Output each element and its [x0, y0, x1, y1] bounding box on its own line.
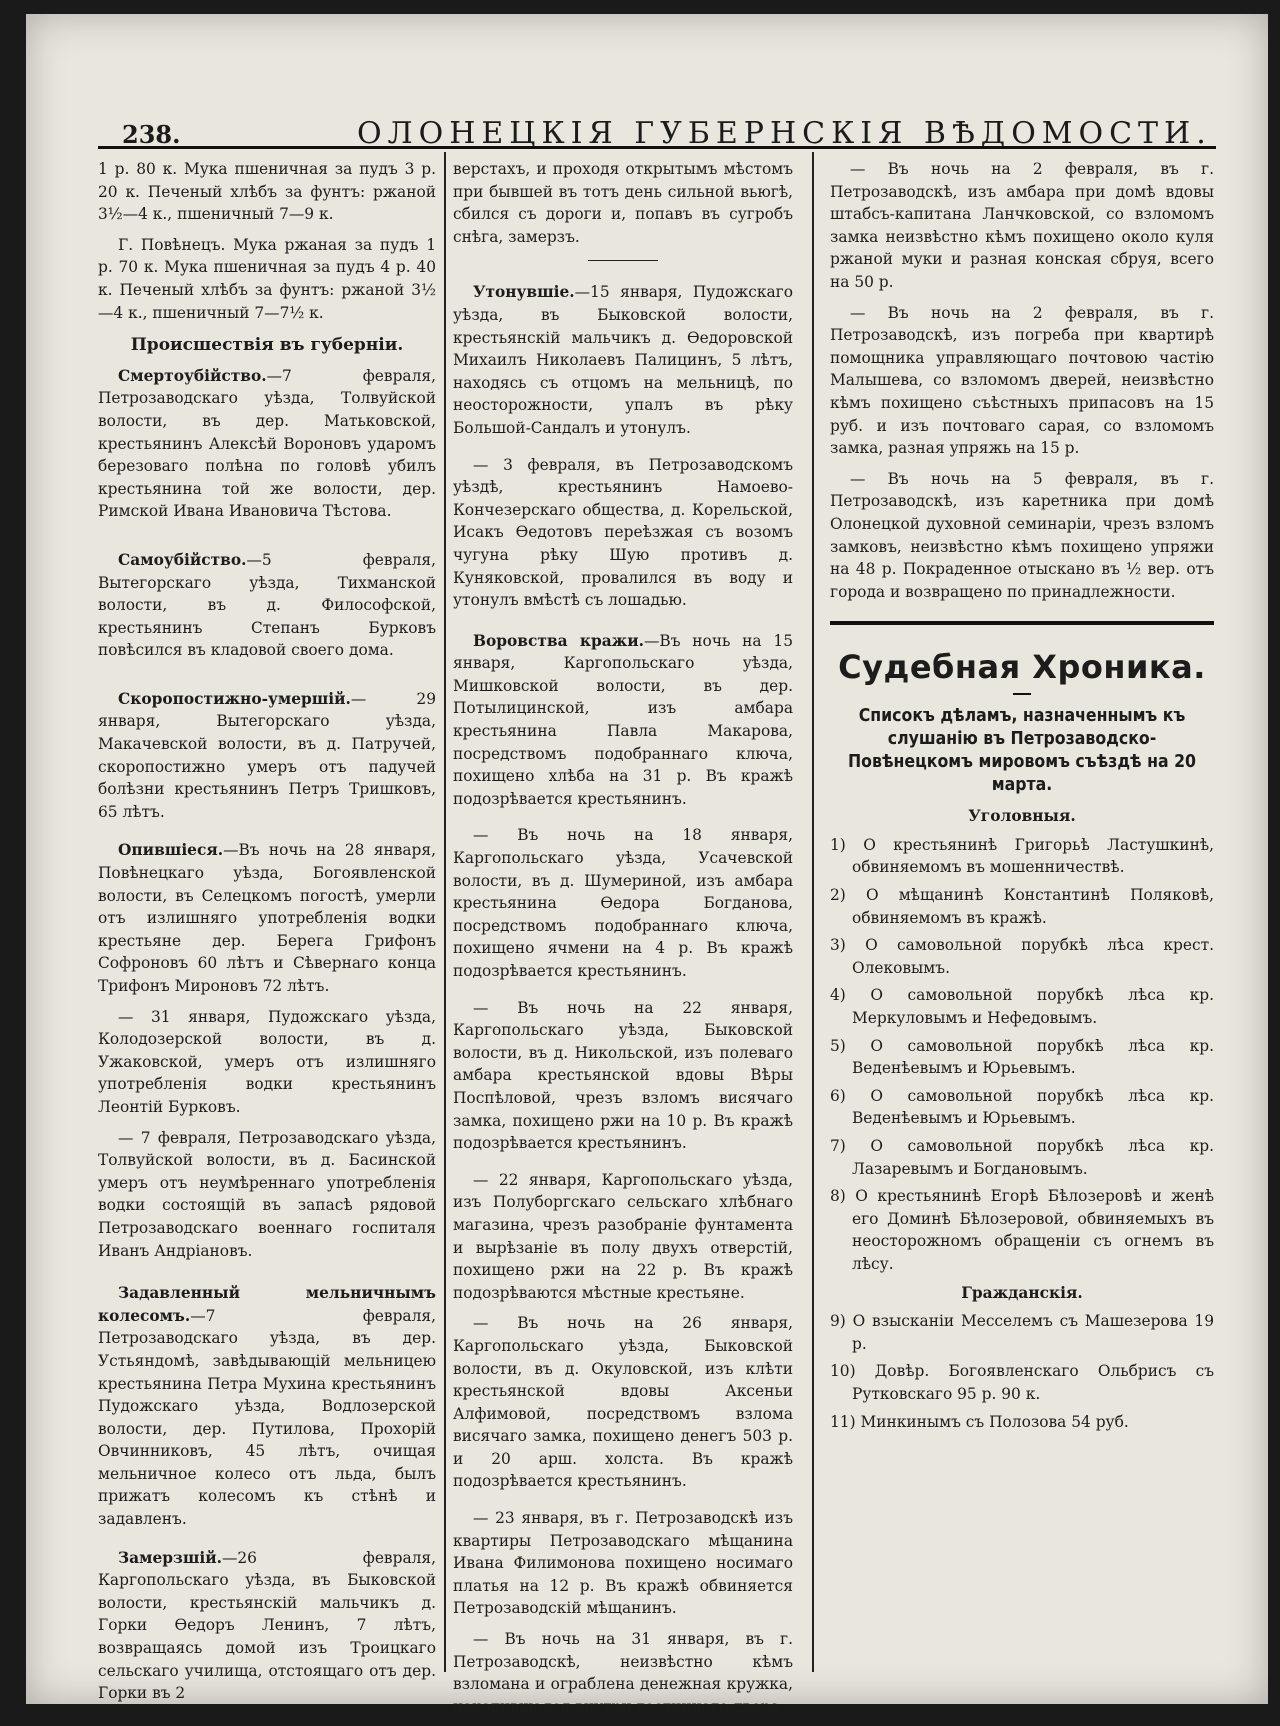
article-theft-2: — Въ ночь на 18 января, Каргопольскаго уѣзда, Усачевской волости, въ д. Шумериной, изъ амбара крестьянина Өедора Богданова, посредствомъ подобраннаго ключа, похищено ячмени на 4 р. Въ кражѣ подозрѣвается крестьянинъ. [453, 826, 793, 980]
article-title: Замерзшiй. [118, 1548, 222, 1567]
list-item: 8) О крестьянинѣ Егорѣ Бѣлозеровѣ и женѣ его Доминѣ Бѣлозеровой, обвиняемыхъ въ неосторожномъ обращенiи съ огнемъ въ лѣсу. [830, 1187, 1214, 1273]
page-number: 238. [122, 120, 181, 149]
article-frozen [98, 1547, 436, 1705]
article-theft-7: — Въ ночь на 31 января, въ г. Петрозаводскѣ, неизвѣстно кѣмъ взломана и ограблена денежная кружка, находившаяся внутри гостиннаго двора. [453, 1630, 793, 1716]
article-theft-9: — Въ ночь на 2 февраля, въ г. Петрозаводскѣ, изъ погреба при квартирѣ помощника управляющаго почтовою частiю Малышева, со взломомъ дверей, неизвѣстно кѣмъ похищено съѣстныхъ припасовъ на 15 руб. и изъ почтоваго сарая, со взломомъ замка, разная упряжь на 15 р. [830, 303, 1214, 458]
list-item: 5) О самовольной порубкѣ лѣса кр. Веденѣевымъ и Юрьевымъ. [830, 1036, 1214, 1078]
article-title: Смертоубiйство. [118, 366, 267, 385]
list-item: 7) О самовольной порубкѣ лѣса кр. Лазаревымъ и Богдановымъ. [830, 1137, 1214, 1178]
article-title: Опившiеся. [118, 841, 224, 860]
case-list-title: Списокъ дѣламъ, назначеннымъ къ слушанiю въ Петрозаводско-Повѣнецкомъ мировомъ съѣздѣ на 20 марта. [848, 706, 1196, 796]
article-theft-10: — Въ ночь на 5 февраля, въ г. Петрозаводскѣ, изъ каретника при домѣ Олонецкой духовной семинарiи, чрезъ взломъ замковъ, неизвѣстно кѣмъ похищено упряжи на 48 р. Покраденное отыскано въ ½ вер. отъ города и возвращено по принадлежности. [830, 469, 1214, 601]
column-divider-1 [444, 152, 446, 1672]
article-title: Самоубiйство. [118, 550, 247, 569]
article-theft-3: — Въ ночь на 22 января, Каргопольскаго уѣзда, Быковской волости, въ д. Никольской, изъ полеваго амбара крестьянской вдовы Вѣры Поспѣловой, чрезъ взломъ висячаго замка, похищено ржи на 10 р. Въ кражѣ подозрѣвается крестьянинъ. [453, 998, 793, 1153]
column-3 [830, 158, 1214, 1438]
article-frozen-cont: верстахъ, и проходя открытымъ мѣстомъ при бывшей въ тотъ день сильной вьюгѣ, сбился съ дороги и, попавъ въ сугробъ снѣга, замерзъ. [453, 160, 793, 246]
article-text: —15 января, Пудожскаго уѣзда, въ Быковской волости, крестьянскiй мальчикъ д. Өедоровской Михаилъ Николаевъ Палицинъ, 5 лѣтъ, находясь съ отцомъ на мельницѣ, по неосторожности, упалъ въ рѣку Большой-Сандалъ и утонулъ. [453, 283, 793, 437]
market-prices-povenets: Г. Повѣнецъ. Мука ржаная за пудъ 1 р. 70 к. Мука пшеничная за пудъ 4 р. 40 к. Печеный хлѣбъ за фунтъ: ржаной 3½—4 к., пшеничный 7—7½ к. [98, 235, 436, 322]
article-title: Задавленный мельничнымъ колесомъ. [98, 1284, 436, 1325]
article-murder [98, 365, 436, 523]
article-suicide [98, 549, 436, 662]
list-item: 6) О самовольной порубкѣ лѣса кр. Веденѣевымъ и Юрьевымъ. [830, 1086, 1214, 1128]
article-theft-5: — Въ ночь на 26 января, Каргопольскаго уѣзда, Быковской волости, въ д. Окуловской, изъ клѣти крестьянской вдовы Аксеньи Алфимовой, посредствомъ взлома висячаго замка, похищено денегъ 503 р. и 20 арш. холста. Въ кражѣ подозрѣвается крестьянинъ. [453, 1314, 793, 1491]
newspaper-title: ОЛОНЕЦКIЯ ГУБЕРНСКIЯ ВѢДОМОСТИ. [357, 116, 1212, 151]
list-item: 2) О мѣщанинѣ Константинѣ Поляковѣ, обвиняемомъ въ кражѣ. [830, 886, 1214, 927]
article-text: —26 февраля, Каргопольскаго уѣзда, въ Быковской волости, крестьянскiй мальчикъ д. Горки Өедоръ Ленинъ, 7 лѣтъ, возвращаясь домой изъ Троицкаго сельскаго училища, отстоящаго отъ дер. Горки въ 2 [98, 1548, 436, 1703]
article-drowned-2: — 3 февраля, въ Петрозаводскомъ уѣздѣ, крестьянинъ Намоево-Кончезерскаго общества, д. Корельской, Исакъ Өедотовъ переѣзжая съ возомъ чугуна рѣку Шую противъ д. Куняковской, провалился въ воду и утонулъ вмѣстѣ съ лошадью. [453, 455, 793, 610]
civil-heading: Гражданскiя. [961, 1283, 1083, 1302]
column-divider-2 [812, 152, 814, 1672]
article-drunk [98, 839, 436, 997]
list-item: 1) О крестьянинѣ Григорьѣ Ластушкинѣ, обвиняемомъ въ мошенничествѣ. [830, 835, 1214, 877]
article-drowned [453, 281, 793, 439]
article-title: Скоропостижно-умершiй. [118, 689, 351, 708]
article-drunk-3: — 7 февраля, Петрозаводскаго уѣзда, Толвуйской волости, въ д. Басинской умеръ отъ неумѣреннаго употребленiя водки состоящiй въ запасѣ рядовой Петрозаводскаго военнаго госпиталя Иванъ Андрiановъ. [98, 1128, 436, 1260]
section-rule [830, 621, 1214, 625]
header-rule [98, 146, 1216, 149]
article-text: —Въ ночь на 28 января, Повѣнецкаго уѣзда, Богоявленской волости, въ Селецкомъ погостѣ, умерли отъ излишняго употребленiя водки крестьяне дер. Берега Грифонъ Софроновъ 60 лѣтъ и Сѣвернаго конца Трифонъ Мироновъ 72 лѣтъ. [98, 841, 436, 995]
article-sudden-death [98, 688, 436, 824]
article-text: —5 февраля, Вытегорскаго уѣзда, Тихманской волости, въ д. Философской, крестьянинъ Степанъ Бурковъ повѣсился въ кладовой своего дома. [98, 550, 436, 660]
list-item: 4) О самовольной порубкѣ лѣса кр. Меркуловымъ и Нефедовымъ. [830, 986, 1214, 1028]
list-item: 9) О взысканiи Месселемъ съ Машезерова 19 р. [830, 1312, 1214, 1353]
article-mill-wheel [98, 1282, 436, 1531]
article-text: — 29 января, Вытегорскаго уѣзда, Макачевской волости, въ д. Патручей, скоропостижно умеръ отъ падучей болѣзни крестьянинъ Петръ Тришковъ, 65 лѣтъ. [98, 689, 436, 821]
separator [588, 260, 658, 261]
list-item: 3) О самовольной порубкѣ лѣса крест. Олековымъ. [830, 936, 1214, 977]
article-theft [453, 630, 793, 811]
article-title: Утонувшiе. [473, 283, 575, 302]
section-heading-incidents: Происшествiя въ губернiи. [130, 335, 404, 356]
list-item: 10) Довѣр. Богоявленскаго Ольбрисъ съ Рутковскаго 95 р. 90 к. [830, 1362, 1214, 1403]
article-theft-6: — 23 января, въ г. Петрозаводскѣ изъ квартиры Петрозаводскаго мѣщанина Ивана Филимонова похищено носимаго платья на 12 р. Въ кражѣ обвиняется Петрозаводскiй мѣщанинъ. [453, 1509, 793, 1618]
article-title: Воровства кражи. [473, 631, 644, 650]
market-prices-1: 1 р. 80 к. Мука пшеничная за пудъ 3 р. 20 к. Печеный хлѣбъ за фунтъ: ржаной 3½—4 к., пшеничный 7—9 к. [98, 160, 436, 224]
column-1 [98, 158, 436, 1713]
article-drunk-2: — 31 января, Пудожскаго уѣзда, Колодозерской волости, въ д. Ужаковской, умеръ отъ излишняго употребленiя водки крестьянинъ Леонтiй Бурковъ. [98, 1007, 436, 1116]
title-dash [1013, 693, 1031, 695]
article-theft-8: — Въ ночь на 2 февраля, въ г. Петрозаводскѣ, изъ амбара при домѣ вдовы штабсъ-капитана Ланчковской, со взломомъ замка неизвѣстно кѣмъ похищено около куля ржаной муки и разная конская сбруя, всего на 50 р. [830, 160, 1214, 291]
article-text: —7 февраля, Петрозаводскаго уѣзда, въ дер. Устьяндомѣ, завѣдывающiй мельницею крестьянина Петра Мухина крестьянинъ Пудожскаго уѣзда, Водлозерской волости, дер. Путилова, Прохорiй Овчинниковъ, 45 лѣтъ, очищая мельничное колесо отъ льда, былъ прижатъ колесомъ къ стѣнѣ и задавленъ. [98, 1306, 436, 1529]
list-item: 11) Минкинымъ съ Полозова 54 руб. [830, 1412, 1129, 1431]
article-theft-4: — 22 января, Каргопольскаго уѣзда, изъ Полуборгскаго сельскаго хлѣбнаго магазина, чрезъ разобранiе фунтамента и вырѣзанiе въ полу двухъ отверстiй, похищено ржи на 22 р. Въ кражѣ подозрѣваются мѣстные крестьяне. [453, 1170, 793, 1302]
article-text: —Въ ночь на 15 января, Каргопольскаго уѣзда, Мишковской волости, въ дер. Потылицинской, изъ амбара крестьянина Павла Макарова, посредствомъ подобраннаго ключа, похищено хлѣба на 31 р. Въ кражѣ подозрѣвается крестьянинъ. [453, 631, 793, 808]
criminal-heading: Уголовныя. [968, 807, 1076, 826]
column-2 [453, 158, 793, 1726]
article-text: —7 февраля, Петрозаводскаго уѣзда, Толвуйской волости, въ дер. Матьковской, крестьянинъ Алексѣй Вороновъ ударомъ березоваго полѣна по головѣ убилъ крестьянина той же волости, дер. Римской Ивана Ивановича Тѣстова. [98, 366, 436, 521]
chronicle-title: Судебная Хроника. [838, 648, 1206, 687]
